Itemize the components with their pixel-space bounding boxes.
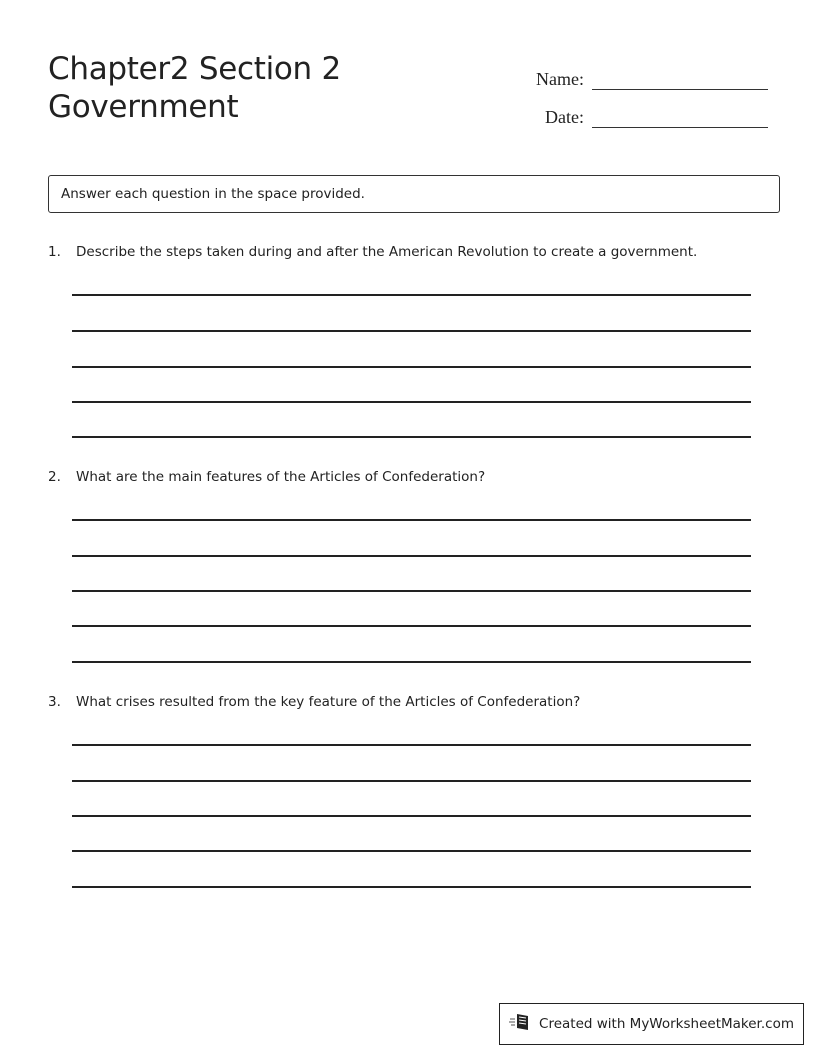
instructions-text: Answer each question in the space provided. bbox=[61, 186, 365, 202]
footer-badge[interactable] bbox=[499, 1003, 804, 1045]
answer-line[interactable] bbox=[72, 815, 751, 817]
worksheet-title bbox=[48, 50, 341, 126]
answer-line[interactable] bbox=[72, 886, 751, 888]
question-3 bbox=[48, 693, 768, 711]
answer-line[interactable] bbox=[72, 780, 751, 782]
answer-line[interactable] bbox=[72, 625, 751, 627]
date-label: Date: bbox=[545, 107, 584, 127]
question-1 bbox=[48, 243, 768, 261]
question-number: 2. bbox=[48, 469, 61, 485]
instructions-box bbox=[48, 175, 780, 213]
answer-line[interactable] bbox=[72, 744, 751, 746]
answer-line[interactable] bbox=[72, 294, 751, 296]
question-text: What crises resulted from the key feature of the Articles of Confederation? bbox=[76, 694, 581, 710]
answer-line[interactable] bbox=[72, 436, 751, 438]
answer-line[interactable] bbox=[72, 850, 751, 852]
footer-text: Created with MyWorksheetMaker.com bbox=[539, 1016, 794, 1032]
answer-line[interactable] bbox=[72, 590, 751, 592]
question-2 bbox=[48, 468, 768, 486]
date-field[interactable] bbox=[592, 105, 768, 128]
student-info bbox=[536, 52, 768, 128]
answer-line[interactable] bbox=[72, 330, 751, 332]
date-row bbox=[536, 90, 768, 128]
answer-line[interactable] bbox=[72, 519, 751, 521]
name-label: Name: bbox=[536, 69, 584, 89]
question-text: Describe the steps taken during and after the American Revolution to create a government. bbox=[76, 244, 698, 260]
answer-line[interactable] bbox=[72, 661, 751, 663]
name-field[interactable] bbox=[592, 67, 768, 90]
title-line-2: Government bbox=[48, 89, 239, 125]
answer-line[interactable] bbox=[72, 366, 751, 368]
answer-line[interactable] bbox=[72, 401, 751, 403]
answer-line[interactable] bbox=[72, 555, 751, 557]
question-number: 3. bbox=[48, 694, 61, 710]
question-number: 1. bbox=[48, 244, 61, 260]
title-line-1: Chapter2 Section 2 bbox=[48, 51, 341, 87]
question-text: What are the main features of the Articles of Confederation? bbox=[76, 469, 486, 485]
name-row bbox=[536, 52, 768, 90]
worksheet-logo-icon bbox=[509, 1012, 539, 1036]
